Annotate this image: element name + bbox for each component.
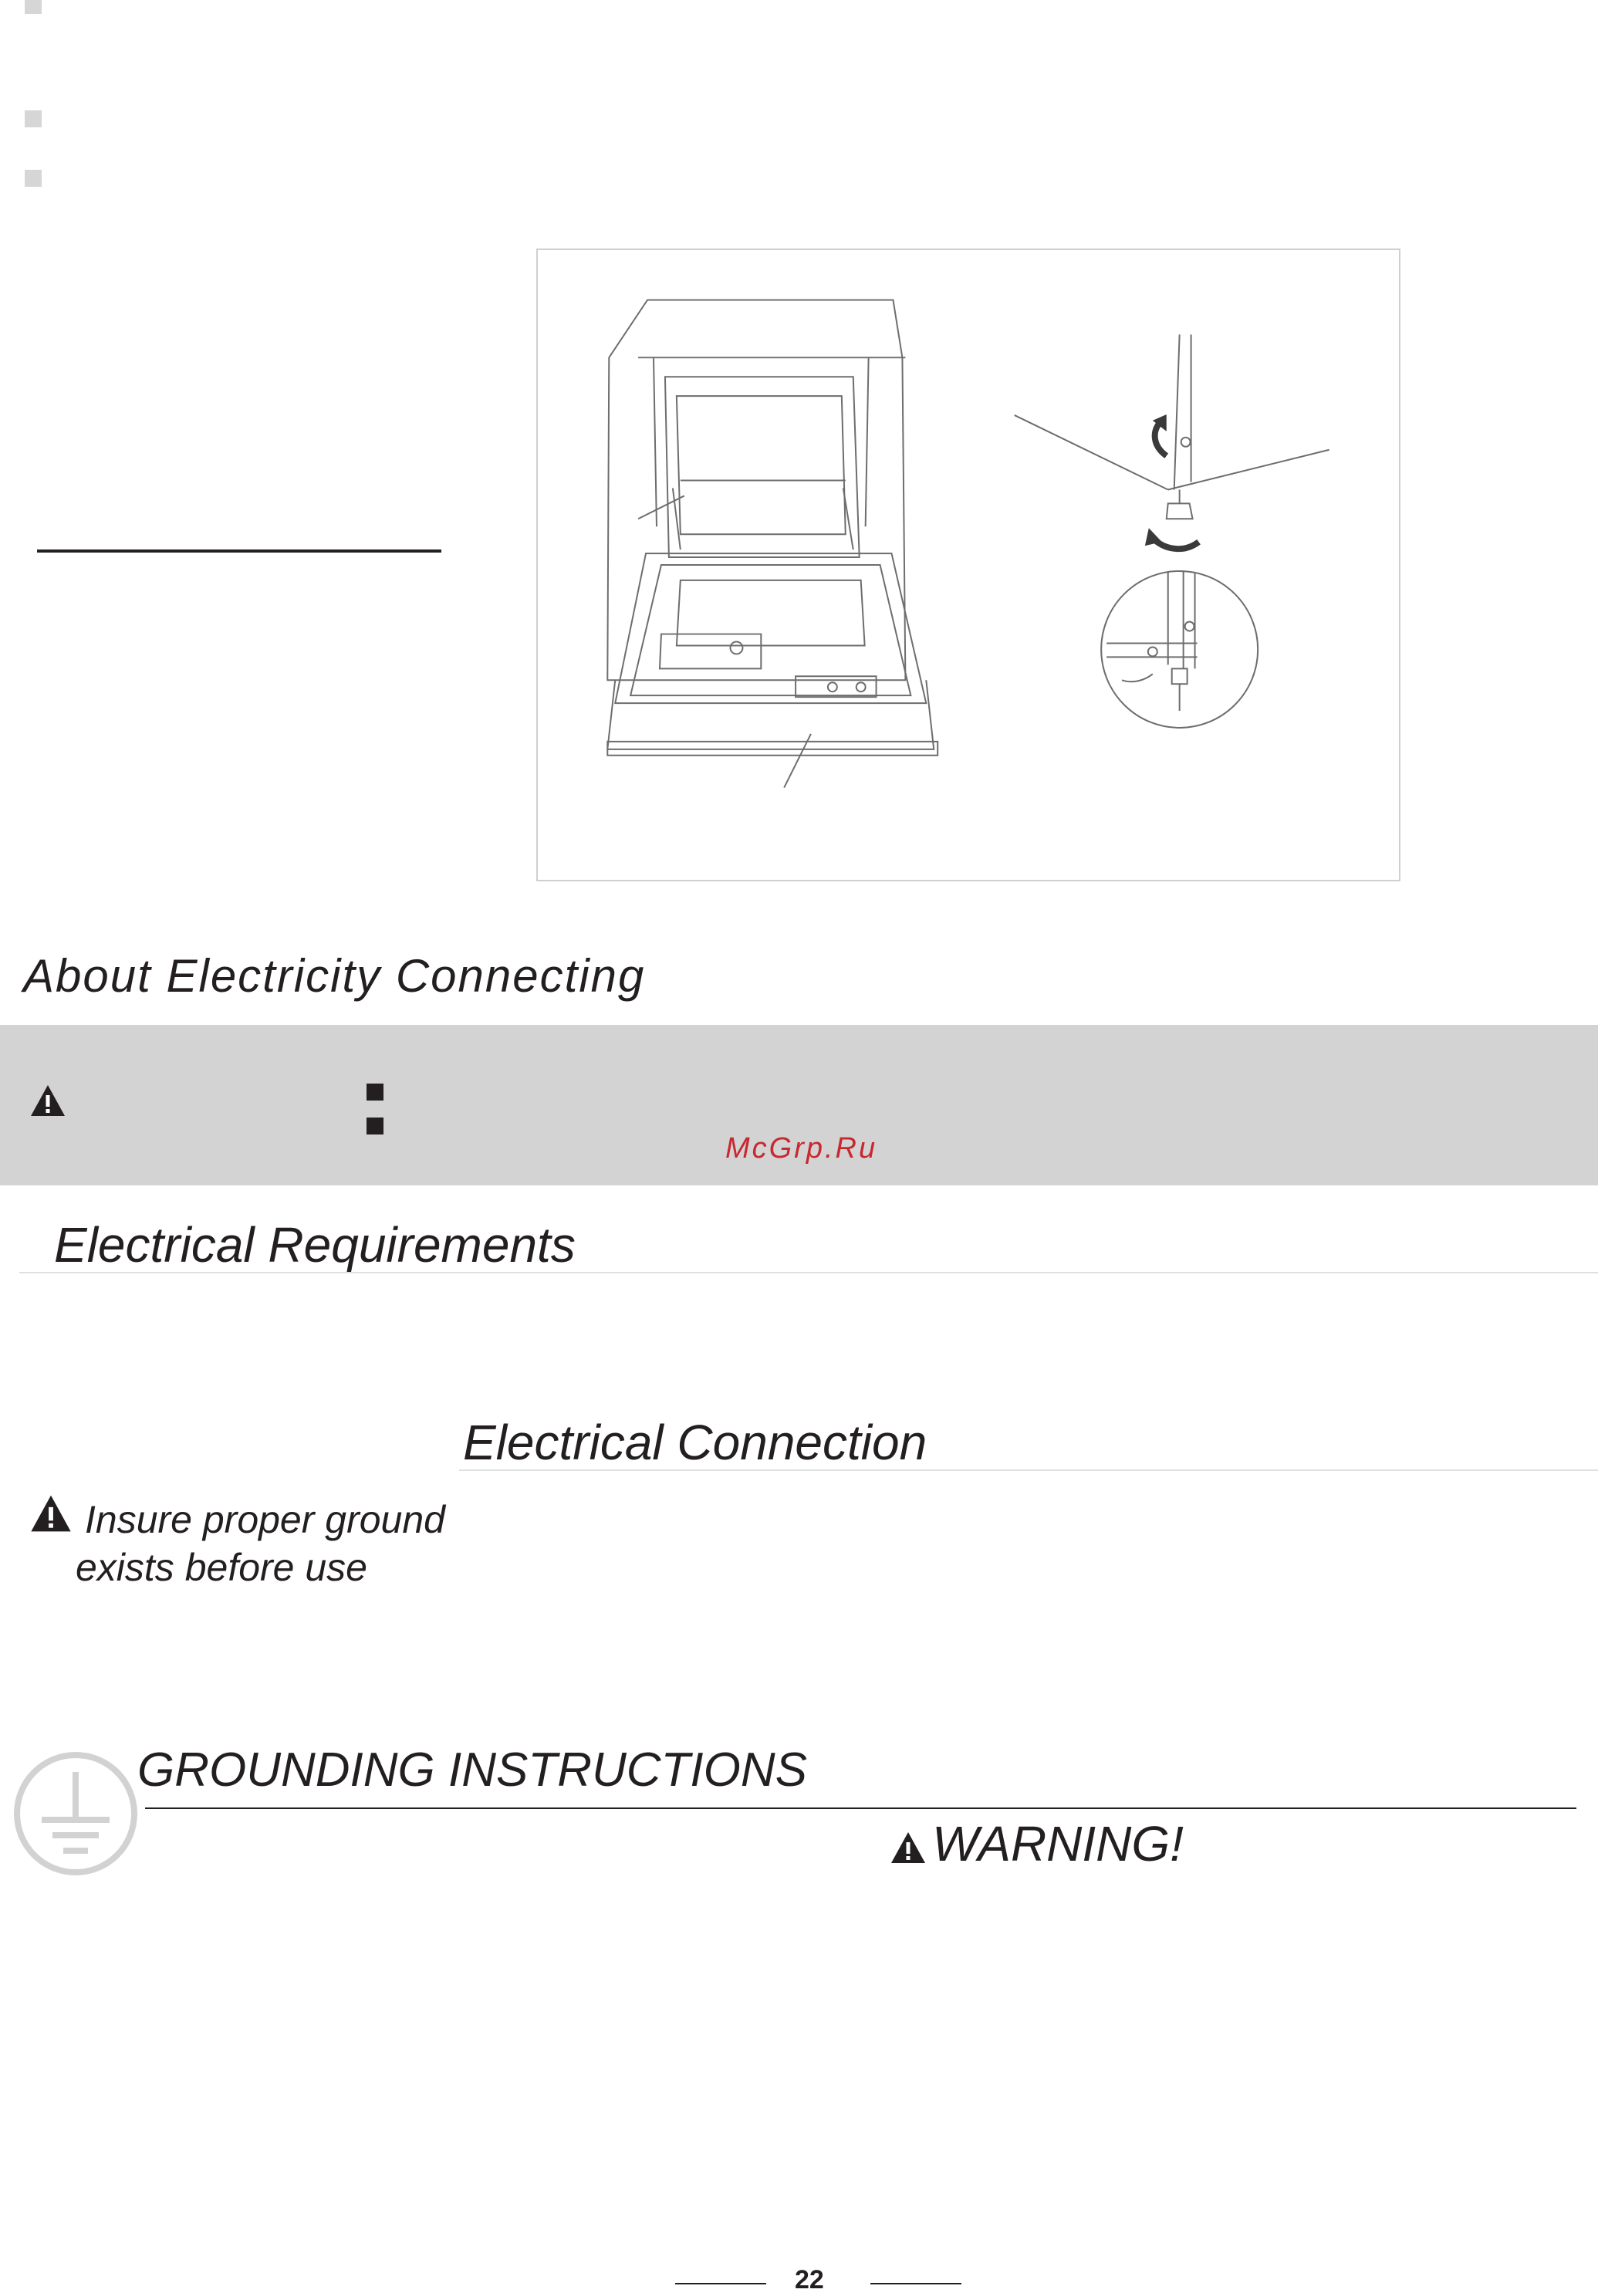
page-number-rule-left [675, 2283, 766, 2284]
ground-symbol-icon [12, 1750, 139, 1877]
bullet-marker [25, 170, 42, 187]
section-rule [19, 1272, 1598, 1273]
section-heading-about: About Electricity Connecting [23, 950, 646, 1002]
colon-marker [367, 1118, 383, 1134]
watermark-text: McGrp.Ru [725, 1132, 878, 1165]
colon-marker [367, 1084, 383, 1101]
page-number: 22 [795, 2265, 824, 2294]
section-heading-requirements: Electrical Requirements [54, 1217, 576, 1273]
dishwasher-illustration [538, 250, 1399, 880]
page-number-rule-right [870, 2283, 961, 2284]
section-rule [459, 1469, 1598, 1471]
ground-note-line1: Insure proper ground [85, 1498, 445, 1541]
dishwasher-leveling-figure [536, 249, 1400, 881]
warning-heading: WARNING! [932, 1816, 1184, 1872]
warning-triangle-icon [29, 1493, 73, 1533]
bullet-marker [25, 0, 42, 14]
grounding-underline [145, 1807, 1576, 1809]
ground-note-line2: exists before use [76, 1546, 367, 1589]
section-heading-connection: Electrical Connection [463, 1415, 927, 1470]
warning-triangle-icon [890, 1831, 927, 1865]
section-heading-grounding: GROUNDING INSTRUCTIONS [137, 1743, 807, 1797]
warning-triangle-icon [29, 1084, 66, 1118]
section-underline [37, 549, 441, 553]
bullet-marker [25, 110, 42, 127]
